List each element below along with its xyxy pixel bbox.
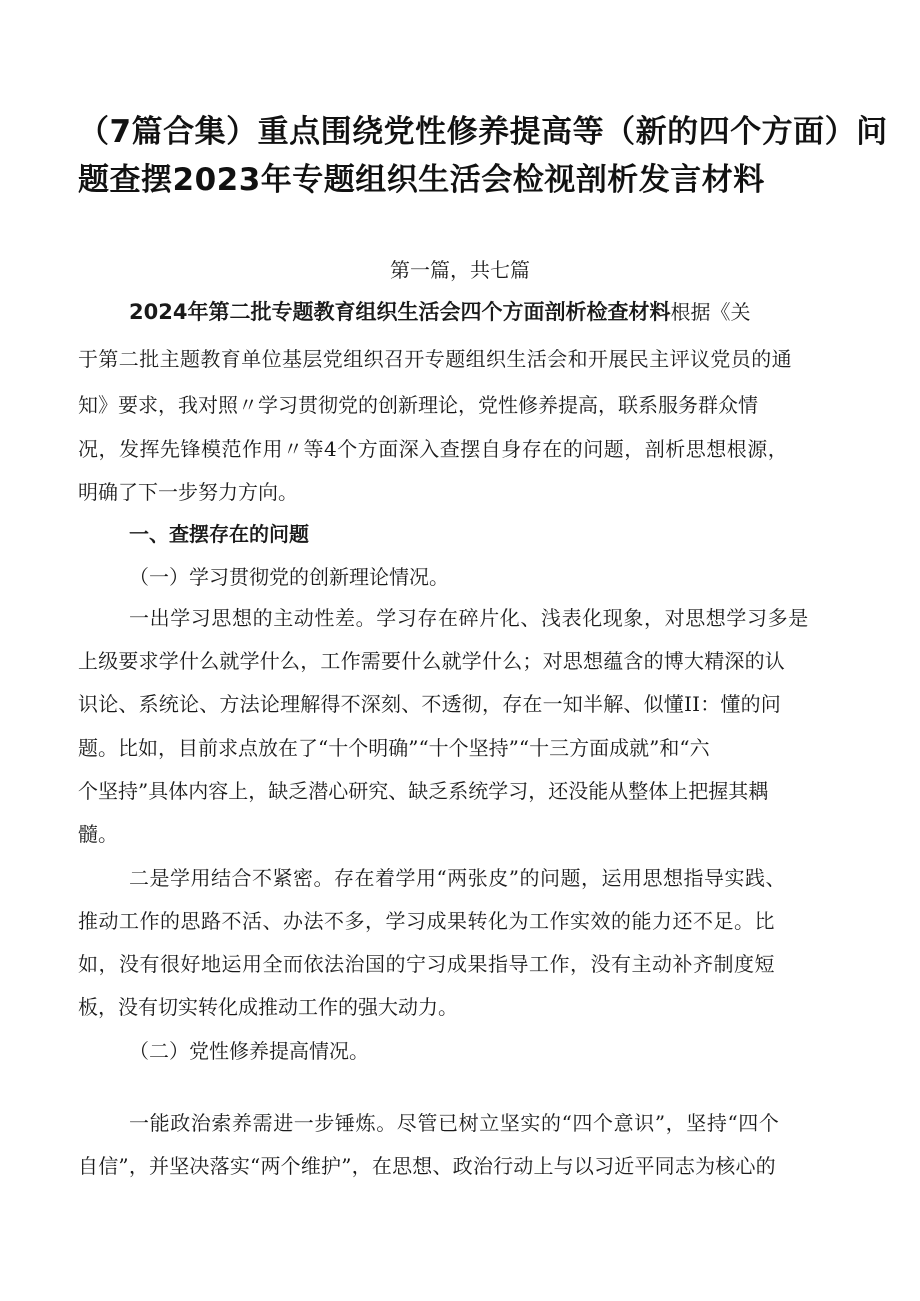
para1-line-3: 识论、系统论、方法论理解得不深刻、不透彻，存在一知半解、似懂II：懂的问 bbox=[78, 692, 782, 716]
intro-line-4: 况，发挥先锋模范作用〃等4个方面深入查摆自身存在的问题，剖析思想根源， bbox=[78, 437, 789, 461]
document-title bbox=[78, 108, 888, 204]
para2-line-1: 二是学用结合不紧密。存在着学用“两张皮”的问题，运用思想指导实践、 bbox=[129, 866, 786, 890]
intro-line-2: 于第二批主题教育单位基层党组织召开专题组织生活会和开展民主评议党员的通 bbox=[78, 347, 792, 371]
sub-heading-2: （二）党性修养提高情况。 bbox=[129, 1039, 369, 1063]
para2-line-2: 推动工作的思路不活、办法不多，学习成果转化为工作实效的能力还不足。比 bbox=[78, 909, 775, 933]
para3-line-1: 一能政治索养需进一步锤炼。尽管已树立坚实的“四个意识”，坚持“四个 bbox=[129, 1111, 780, 1135]
inline-title: 2024年第二批专题教育组织生活会四个方面剖析检查材料 bbox=[129, 300, 671, 324]
intro-line-1 bbox=[129, 298, 750, 326]
title-line-1: （7篇合集）重点围绕党性修养提高等（新的四个方面）问 bbox=[78, 114, 888, 150]
section-1-heading: 一、查摆存在的问题 bbox=[129, 522, 309, 546]
intro-line-5: 明确了下一步努力方向。 bbox=[78, 480, 298, 504]
section-subtitle: 第一篇，共七篇 bbox=[390, 258, 530, 282]
intro-line-1-rest: 根据《关 bbox=[670, 300, 751, 324]
intro-line-3: 知》要求，我对照〃学习贯彻党的创新理论，党性修养提高，联系服务群众情 bbox=[78, 393, 758, 417]
para1-line-4: 题。比如，目前求点放在了“十个明确”“十个坚持”“十三方面成就”和“六 bbox=[78, 736, 710, 760]
para1-line-1: 一出学习思想的主动性差。学习存在碎片化、浅表化现象，对思想学习多是 bbox=[129, 606, 809, 630]
para2-line-4: 板，没有切实转化成推动工作的强大动力。 bbox=[78, 995, 458, 1019]
para1-line-2: 上级要求学什么就学什么，工作需要什么就学什么；对思想蕴含的博大精深的认 bbox=[78, 649, 785, 673]
sub-heading-1: （一）学习贯彻党的创新理论情况。 bbox=[129, 565, 449, 589]
para2-line-3: 如，没有很好地运用全而依法治国的宁习成果指导工作，没有主动补齐制度短 bbox=[78, 952, 775, 976]
title-line-2: 题查摆2023年专题组织生活会检视剖析发言材料 bbox=[78, 162, 765, 198]
para1-line-5: 个坚持”具体内容上，缺乏潜心研究、缺乏系统学习，还没能从整体上把握其耦 bbox=[78, 779, 769, 803]
para3-line-2: 自信”，并坚决落实“两个维护”，在思想、政治行动上与以习近平同志为核心的 bbox=[78, 1154, 776, 1178]
para1-line-6: 髓。 bbox=[78, 822, 118, 846]
